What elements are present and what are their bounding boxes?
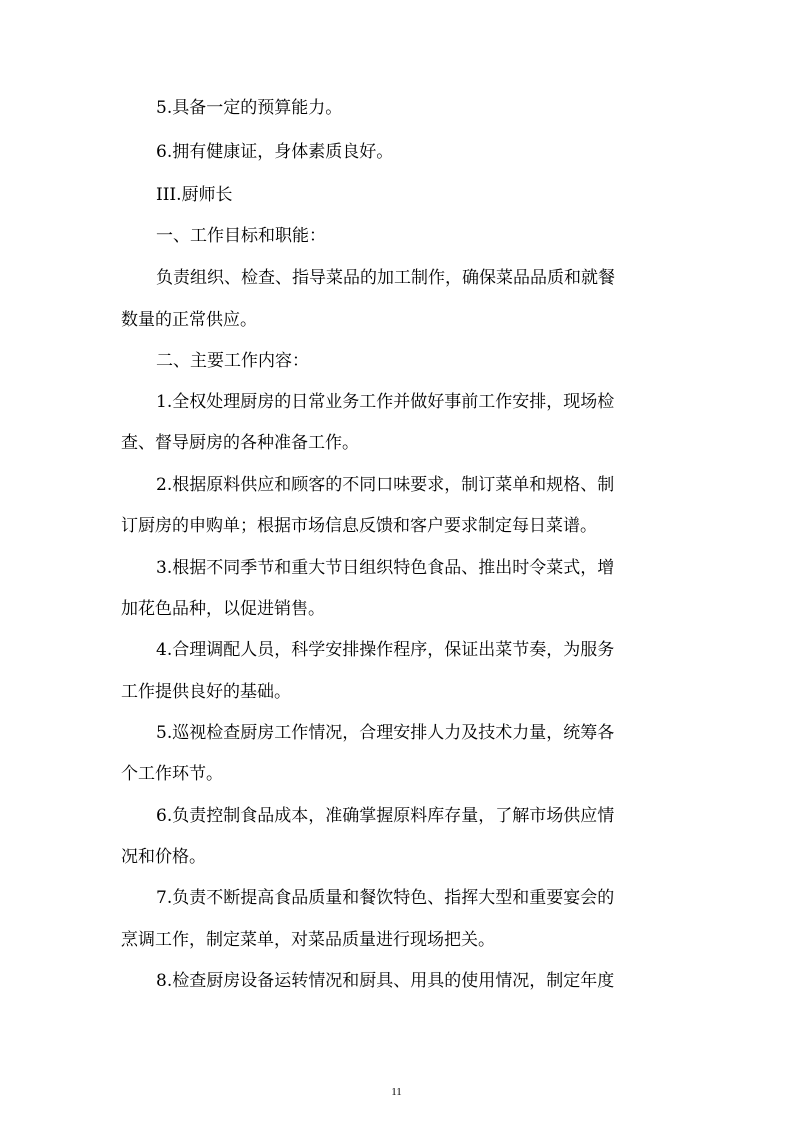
text-line: 6.负责控制食品成本，准确掌握原料库存量，了解市场供应情	[156, 806, 615, 826]
text-line: 负责组织、检查、指导菜品的加工制作，确保菜品品质和就餐	[156, 268, 615, 288]
text-line: 8.检查厨房设备运转情况和厨具、用具的使用情况，制定年度	[156, 971, 615, 991]
text-line: 6.拥有健康证，身体素质良好。	[156, 142, 394, 162]
text-line: 个工作环节。	[121, 764, 223, 784]
text-line: 3.根据不同季节和重大节日组织特色食品、推出时令菜式，增	[156, 558, 615, 578]
subsection-heading: 二、主要工作内容：	[156, 351, 309, 371]
text-line: 数量的正常供应。	[121, 310, 257, 330]
text-line: 5.具备一定的预算能力。	[156, 98, 343, 118]
text-line: 烹调工作，制定菜单，对菜品质量进行现场把关。	[121, 930, 495, 950]
text-line: 7.负责不断提高食品质量和餐饮特色、指挥大型和重要宴会的	[156, 888, 615, 908]
text-line: 加花色品种，以促进销售。	[121, 599, 325, 619]
text-line: 4.合理调配人员，科学安排操作程序，保证出菜节奏，为服务	[156, 640, 615, 660]
page-number: 11	[391, 1086, 402, 1098]
text-line: 5.巡视检查厨房工作情况，合理安排人力及技术力量，统筹各	[156, 723, 615, 743]
subsection-heading: 一、工作目标和职能：	[156, 226, 326, 246]
text-line: 1.全权处理厨房的日常业务工作并做好事前工作安排，现场检	[156, 392, 615, 412]
text-line: 况和价格。	[121, 847, 206, 867]
section-heading: III.厨师长	[156, 185, 233, 205]
text-line: 订厨房的申购单；根据市场信息反馈和客户要求制定每日菜谱。	[121, 516, 597, 536]
text-line: 2.根据原料供应和顾客的不同口味要求，制订菜单和规格、制	[156, 475, 615, 495]
text-line: 工作提供良好的基础。	[121, 682, 291, 702]
text-line: 查、督导厨房的各种准备工作。	[121, 433, 359, 453]
